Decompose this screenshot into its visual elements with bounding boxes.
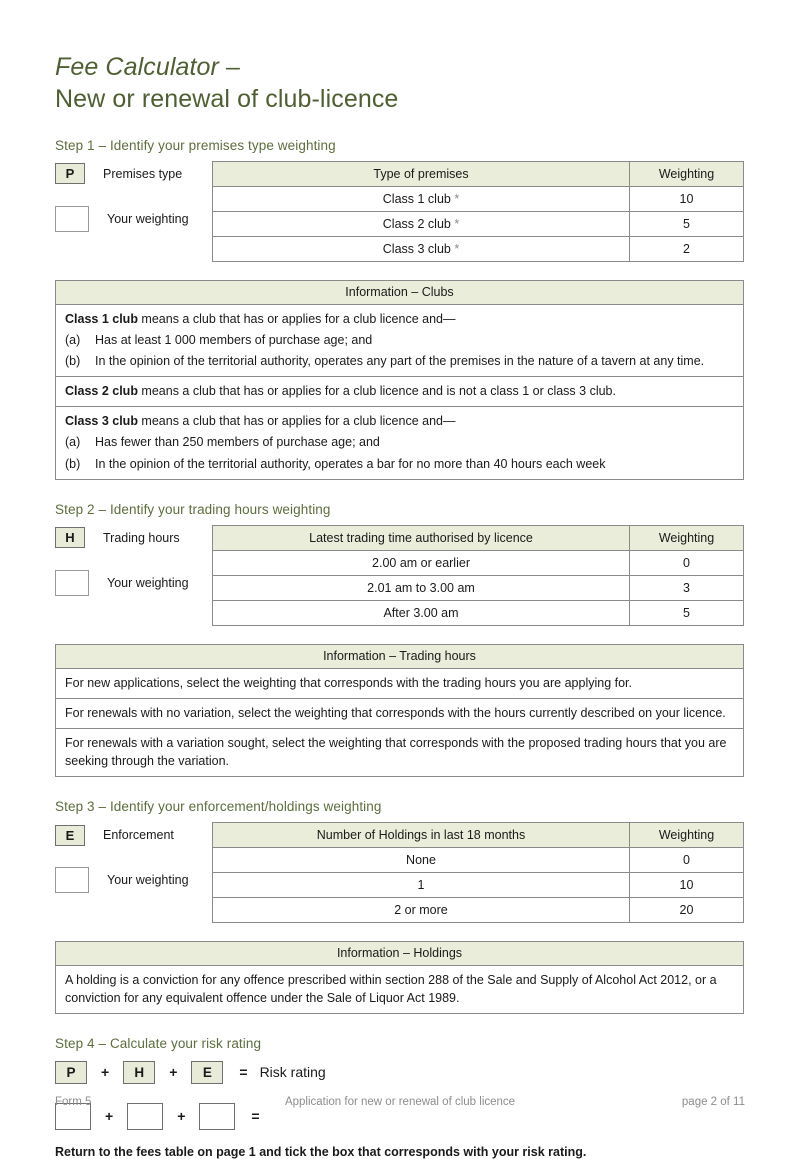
asterisk-marker: *	[454, 191, 460, 206]
column-header-type-of-premises: Type of premises	[213, 161, 630, 186]
input-equals: =	[251, 1108, 260, 1125]
page-title	[55, 0, 745, 116]
premises-name-text: Class 3 club	[382, 241, 451, 256]
cell-trading-time: 2.00 am or earlier	[213, 550, 630, 575]
cell-premises-name	[213, 236, 630, 261]
column-header-weighting: Weighting	[630, 823, 744, 848]
trading-hours-code-box: H	[55, 527, 85, 548]
title-line-2: New or renewal of club-licence	[55, 85, 399, 114]
table-header-row	[213, 823, 744, 848]
footer-page-number: page 2 of 11	[681, 1096, 745, 1108]
class2-definition-line	[65, 382, 734, 400]
clause-text: Has fewer than 250 members of purchase age; and	[95, 435, 380, 450]
class1-term: Class 1 club	[65, 311, 138, 326]
enforcement-weighting-label: Your weighting	[107, 873, 189, 888]
asterisk-marker: *	[454, 216, 460, 231]
step-4-heading: Step 4 – Calculate your risk rating	[55, 1036, 262, 1052]
information-clubs-class2	[56, 377, 743, 407]
class1-definition-text: means a club that has or applies for a club licence and—	[137, 311, 456, 326]
table-row[interactable]	[213, 600, 744, 625]
page-footer	[55, 1096, 745, 1108]
column-header-number-of-holdings: Number of Holdings in last 18 months	[213, 823, 630, 848]
input-plus-1: +	[105, 1108, 114, 1125]
premises-type-table	[212, 161, 744, 262]
step-2-weighting-item	[55, 572, 212, 594]
class1-clause-b	[65, 352, 734, 370]
formula-plus-2: +	[169, 1064, 178, 1081]
information-clubs-class1	[56, 305, 743, 377]
table-row[interactable]	[213, 575, 744, 600]
class2-definition-text: means a club that has or applies for a club licence and is not a class 1 or class 3 club.	[137, 384, 616, 399]
formula-code-box-h: H	[123, 1061, 155, 1084]
premises-type-label: Premises type	[103, 166, 183, 181]
class3-clause-b	[65, 455, 734, 473]
formula-code-box-e: E	[191, 1061, 223, 1084]
input-plus-2: +	[177, 1108, 186, 1125]
footer-form-number: Form 5	[55, 1096, 92, 1108]
table-row[interactable]	[213, 873, 744, 898]
class3-term: Class 3 club	[65, 414, 138, 429]
enforcement-weighting-input[interactable]	[55, 867, 89, 893]
step-2-heading: Step 2 – Identify your trading hours weighting	[55, 501, 331, 517]
cell-weighting: 5	[630, 211, 744, 236]
information-clubs-box	[55, 280, 744, 480]
information-trading-hours-line-2: For renewals with no variation, select the weighting that corresponds with the hours currently described on your licence.	[56, 699, 743, 729]
table-row[interactable]	[213, 848, 744, 873]
premises-type-code-box: P	[55, 163, 85, 184]
risk-rating-formula-row	[55, 1059, 745, 1085]
step-3-weighting-item	[55, 869, 212, 891]
step-1-code-item	[55, 163, 212, 185]
step-1-weighting-item	[55, 208, 212, 230]
information-holdings-heading: Information – Holdings	[56, 942, 743, 966]
step-1-row	[55, 161, 745, 262]
clause-letter: (a)	[65, 332, 81, 347]
cell-premises-name	[213, 186, 630, 211]
cell-trading-time: 2.01 am to 3.00 am	[213, 575, 630, 600]
step-2-code-item	[55, 527, 212, 549]
clause-letter: (a)	[65, 435, 81, 450]
column-header-weighting: Weighting	[630, 161, 744, 186]
information-holdings-line-1: A holding is a conviction for any offence prescribed within section 288 of the Sale and Supply of Alcohol Act 2012, or a conviction for any equivalent offence under the Sale of Liquor Act 1989.	[65, 973, 717, 1006]
cell-weighting: 10	[630, 873, 744, 898]
information-clubs-heading: Information – Clubs	[56, 281, 743, 305]
cell-holdings-count: 2 or more	[213, 898, 630, 923]
step-2-side-column	[55, 525, 212, 594]
class2-term: Class 2 club	[65, 384, 138, 399]
premises-name-text: Class 1 club	[382, 191, 451, 206]
cell-weighting: 0	[630, 848, 744, 873]
cell-weighting: 5	[630, 600, 744, 625]
enforcement-code-box: E	[55, 825, 85, 846]
table-header-row	[213, 525, 744, 550]
title-line-1: Fee Calculator –	[55, 53, 241, 81]
cell-holdings-count: None	[213, 848, 630, 873]
trading-hours-table	[212, 525, 744, 626]
cell-weighting: 0	[630, 550, 744, 575]
clause-text: Has at least 1 000 members of purchase age; and	[95, 332, 373, 347]
return-instruction-note: Return to the fees table on page 1 and tick the box that corresponds with your risk rating.	[55, 1145, 587, 1159]
information-trading-hours-line-3: For renewals with a variation sought, select the weighting that corresponds with the proposed trading hours that you are seeking through the variation.	[65, 735, 727, 768]
table-row[interactable]	[213, 550, 744, 575]
information-trading-hours-box	[55, 644, 744, 778]
step-3-code-item	[55, 824, 212, 846]
class1-clause-a	[65, 331, 734, 349]
cell-weighting: 2	[630, 236, 744, 261]
holdings-table	[212, 822, 744, 923]
formula-code-box-p: P	[55, 1061, 87, 1084]
information-trading-hours-heading: Information – Trading hours	[56, 645, 743, 669]
step-1-heading: Step 1 – Identify your premises type weighting	[55, 137, 336, 153]
clause-text: In the opinion of the territorial authority, operates a bar for no more than 40 hours each week	[95, 456, 606, 471]
table-row[interactable]	[213, 236, 744, 261]
class1-definition-line	[65, 310, 734, 328]
trading-hours-weighting-label: Your weighting	[107, 575, 189, 590]
premises-name-text: Class 2 club	[382, 216, 451, 231]
premises-weighting-label: Your weighting	[107, 211, 189, 226]
table-row[interactable]	[213, 898, 744, 923]
cell-weighting: 3	[630, 575, 744, 600]
trading-hours-weighting-input[interactable]	[55, 570, 89, 596]
clause-text: In the opinion of the territorial authority, operates any part of the premises in the nature of a tavern at any time.	[95, 354, 705, 368]
table-row[interactable]	[213, 211, 744, 236]
class3-clause-a	[65, 433, 734, 451]
footer-document-title: Application for new or renewal of club licence	[284, 1096, 516, 1108]
table-row[interactable]	[213, 186, 744, 211]
premises-weighting-input[interactable]	[55, 206, 89, 232]
step-3-side-column	[55, 822, 212, 891]
cell-premises-name	[213, 211, 630, 236]
enforcement-label: Enforcement	[103, 828, 174, 843]
step-1-side-column	[55, 161, 212, 230]
table-header-row	[213, 161, 744, 186]
asterisk-marker: *	[454, 241, 460, 256]
cell-weighting: 10	[630, 186, 744, 211]
clause-letter: (b)	[65, 456, 81, 471]
column-header-weighting: Weighting	[630, 525, 744, 550]
risk-rating-label: Risk rating	[259, 1064, 326, 1081]
class3-definition-line	[65, 412, 734, 430]
class3-definition-text: means a club that has or applies for a club licence and—	[137, 414, 456, 429]
step-2-row	[55, 525, 745, 626]
clause-letter: (b)	[65, 354, 81, 368]
trading-hours-label: Trading hours	[103, 530, 180, 545]
column-header-latest-trading-time: Latest trading time authorised by licence	[213, 525, 630, 550]
cell-trading-time: After 3.00 am	[213, 600, 630, 625]
formula-equals: =	[239, 1064, 248, 1081]
step-3-heading: Step 3 – Identify your enforcement/holdings weighting	[55, 799, 382, 815]
information-holdings-box	[55, 941, 744, 1014]
cell-holdings-count: 1	[213, 873, 630, 898]
information-trading-hours-line-1: For new applications, select the weighting that corresponds with the trading hours you are applying for.	[56, 669, 743, 699]
information-clubs-class3	[56, 407, 743, 478]
cell-weighting: 20	[630, 898, 744, 923]
step-3-row	[55, 822, 745, 923]
formula-plus-1: +	[101, 1064, 110, 1081]
